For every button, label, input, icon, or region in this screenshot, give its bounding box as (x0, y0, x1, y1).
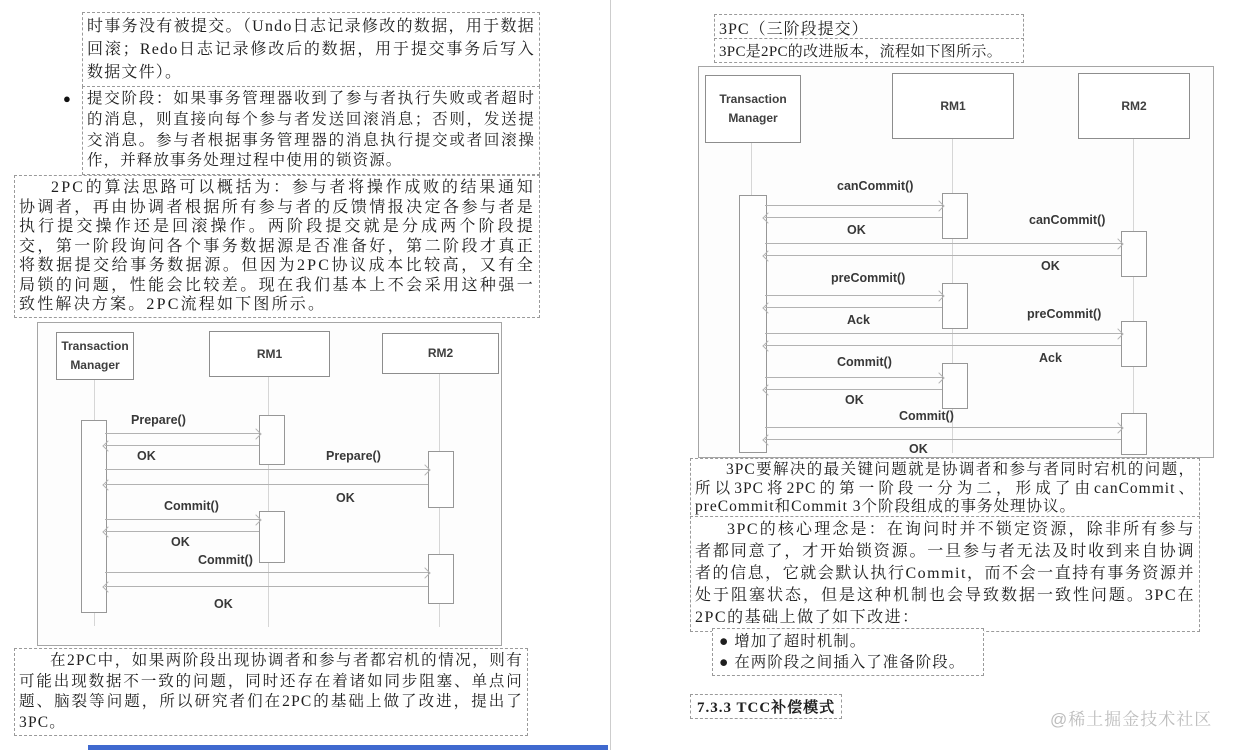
activation-rm1 (259, 511, 285, 563)
message-label: Commit() (164, 499, 219, 513)
activation-rm1 (942, 193, 968, 239)
activation-tm (81, 420, 107, 613)
horizontal-scrollbar-thumb[interactable] (88, 745, 608, 750)
watermark: @稀土掘金技术社区 (1050, 710, 1213, 729)
list-item-text: 增加了超时机制。 (734, 633, 867, 650)
reply-arrow (105, 484, 428, 485)
heading-3pc: 3PC（三阶段提交） (714, 14, 1024, 41)
actor-label: RM1 (940, 98, 966, 113)
activation-rm1 (259, 415, 285, 465)
list-item (719, 631, 977, 652)
reply-arrow (105, 531, 259, 532)
reply-label: OK (214, 597, 233, 611)
bullet-icon: ● (719, 654, 730, 671)
reply-arrow (765, 255, 1121, 256)
2pc-sequence-diagram (37, 322, 502, 646)
improvement-bullet-list (712, 628, 984, 676)
reply-arrow (765, 389, 942, 390)
message-arrow (105, 519, 259, 520)
actor-label: RM2 (1121, 98, 1147, 113)
reply-label: OK (845, 393, 864, 407)
paragraph-3pc-intro: 3PC是2PC的改进版本，流程如下图所示。 (714, 38, 1024, 63)
message-arrow (105, 433, 259, 434)
message-label: Prepare() (326, 449, 381, 463)
actor-label: Transaction Manager (719, 92, 787, 125)
lifeline-rm1 (268, 375, 269, 627)
activation-rm2 (1121, 413, 1147, 455)
reply-label: OK (909, 442, 928, 456)
message-arrow (105, 469, 428, 470)
reply-label: OK (171, 535, 190, 549)
bullet-icon: ● (719, 633, 730, 650)
message-arrow (765, 377, 942, 378)
lifeline-rm2 (1133, 137, 1134, 453)
bullet-icon: ● (63, 91, 71, 106)
reply-arrow (765, 345, 1121, 346)
actor-transaction-manager (56, 332, 134, 380)
activation-rm1 (942, 283, 968, 329)
reply-label: OK (336, 491, 355, 505)
activation-tm (739, 195, 767, 453)
reply-label: OK (1041, 259, 1060, 273)
reply-arrow (105, 445, 259, 446)
message-label: canCommit() (1029, 213, 1106, 227)
actor-rm2 (1078, 73, 1190, 139)
list-item (719, 652, 977, 673)
reply-label: Ack (847, 313, 870, 327)
message-label: preCommit() (831, 271, 906, 285)
actor-rm1 (892, 73, 1014, 139)
paragraph-3pc-core-idea: 3PC的核心理念是：在询问时并不锁定资源，除非所有参与者都同意了，才开始锁资源。一旦参与者无法及时收到来自协调者的信息，它就会默认执行Commit，而不会一直持有事务资源并处于阻塞状态，但是这种机制也会导致数据一致性问题。3PC在2PC的基础上做了如下改进： (690, 516, 1200, 632)
actor-rm1 (209, 331, 330, 377)
reply-arrow (105, 586, 428, 587)
reply-label: OK (137, 449, 156, 463)
actor-label: RM2 (427, 346, 454, 361)
actor-transaction-manager (705, 75, 801, 143)
message-arrow (765, 427, 1121, 428)
message-arrow (765, 205, 942, 206)
reply-arrow (765, 307, 942, 308)
activation-rm1 (942, 363, 968, 409)
message-label: Commit() (899, 409, 954, 423)
message-arrow (765, 295, 942, 296)
message-label: Commit() (837, 355, 892, 369)
reply-label: Ack (1039, 351, 1062, 365)
message-label: canCommit() (837, 179, 914, 193)
paragraph-2pc-overview: 2PC的算法思路可以概括为：参与者将操作成败的结果通知协调者，再由协调者根据所有参与者的反馈情报决定各参与者是执行提交操作还是回滚操作。两阶段提交就是分成两个阶段提交，第一阶段询问各个事务数据源是否准备好，第二阶段才真正将数据提交给事务数据源。但因为2PC协议成本比较高，又有全局锁的问题，性能会比较差。现在我们基本上不会采用这种强一致性解决方案。2PC流程如下图所示。 (14, 175, 540, 318)
activation-rm2 (428, 451, 454, 508)
paragraph-commit-phase: 提交阶段：如果事务管理器收到了参与者执行失败或者超时的消息，则直接向每个参与者发送回滚消息；否则，发送提交消息。参与者根据事务管理器的消息执行提交或者回滚操作，并释放事务处理过程中使用的锁资源。 (82, 86, 540, 175)
list-item-text: 在两阶段之间插入了准备阶段。 (734, 654, 966, 671)
reply-arrow (765, 439, 1121, 440)
activation-rm2 (428, 554, 454, 604)
column-divider (610, 0, 611, 750)
paragraph-2pc-problems: 在2PC中，如果两阶段出现协调者和参与者都宕机的情况，则有可能出现数据不一致的问题，同时还存在着诸如同步阻塞、单点问题、脑裂等问题，所以研究者们在2PC的基础上做了改进，提出了3PC。 (14, 648, 528, 736)
paragraph-3pc-key-problem: 3PC要解决的最关键问题就是协调者和参与者同时宕机的问题，所以3PC将2PC的第一阶段一分为二，形成了由canCommit、preCommit和Commit 3个阶段组成的事务处理协议。 (690, 458, 1200, 520)
reply-arrow (765, 217, 942, 218)
activation-rm2 (1121, 321, 1147, 367)
message-label: preCommit() (1027, 307, 1102, 321)
actor-label: Transaction Manager (61, 339, 129, 372)
message-label: Commit() (198, 553, 253, 567)
activation-rm2 (1121, 231, 1147, 277)
3pc-sequence-diagram (698, 66, 1214, 458)
section-heading-tcc: 7.3.3 TCC补偿模式 (690, 694, 842, 719)
actor-label: RM1 (256, 346, 283, 361)
reply-label: OK (847, 223, 866, 237)
message-arrow (765, 243, 1121, 244)
paragraph-undo-redo: 时事务没有被提交。（Undo日志记录修改的数据，用于数据回滚；Redo日志记录修改后的数据，用于提交事务后写入数据文件）。 (82, 12, 540, 87)
message-arrow (765, 333, 1121, 334)
message-arrow (105, 572, 428, 573)
message-label: Prepare() (131, 413, 186, 427)
actor-rm2 (382, 333, 499, 374)
